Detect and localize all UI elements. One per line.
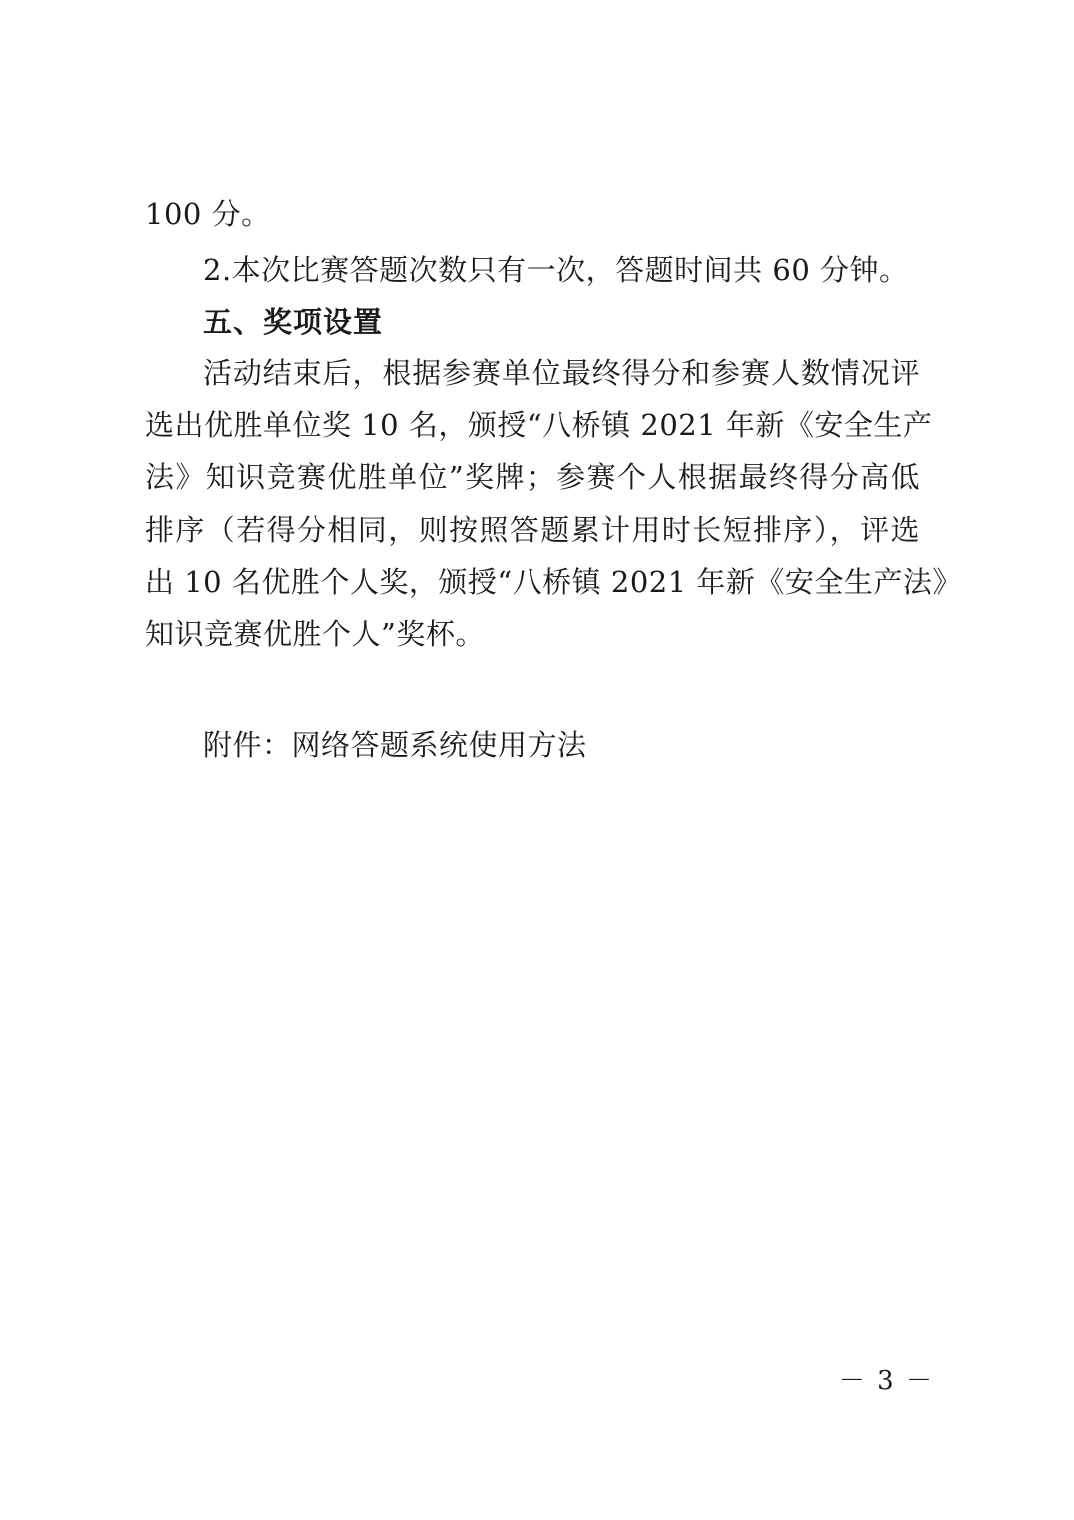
text-line-score: 100 分。 — [145, 197, 271, 231]
attachment-note: 附件：网络答题系统使用方法 — [203, 728, 587, 762]
award-paragraph-line-3: 法》知识竞赛优胜单位”奖牌；参赛个人根据最终得分高低 — [145, 460, 920, 494]
award-paragraph-line-6: 知识竞赛优胜个人”奖杯。 — [145, 617, 485, 651]
rule-item-2: 2.本次比赛答题次数只有一次，答题时间共 60 分钟。 — [203, 253, 909, 287]
award-paragraph-line-1: 活动结束后，根据参赛单位最终得分和参赛人数情况评 — [203, 356, 920, 390]
award-paragraph-line-4: 排序（若得分相同，则按照答题累计用时长短排序），评选 — [145, 513, 920, 547]
award-paragraph-line-5: 出 10 名优胜个人奖，颁授“八桥镇 2021 年新《安全生产法》 — [145, 565, 962, 599]
page-number: － 3 － — [838, 1366, 934, 1396]
award-paragraph-line-2: 选出优胜单位奖 10 名，颁授“八桥镇 2021 年新《安全生产 — [145, 408, 933, 442]
section-heading-awards: 五、奖项设置 — [203, 305, 384, 339]
